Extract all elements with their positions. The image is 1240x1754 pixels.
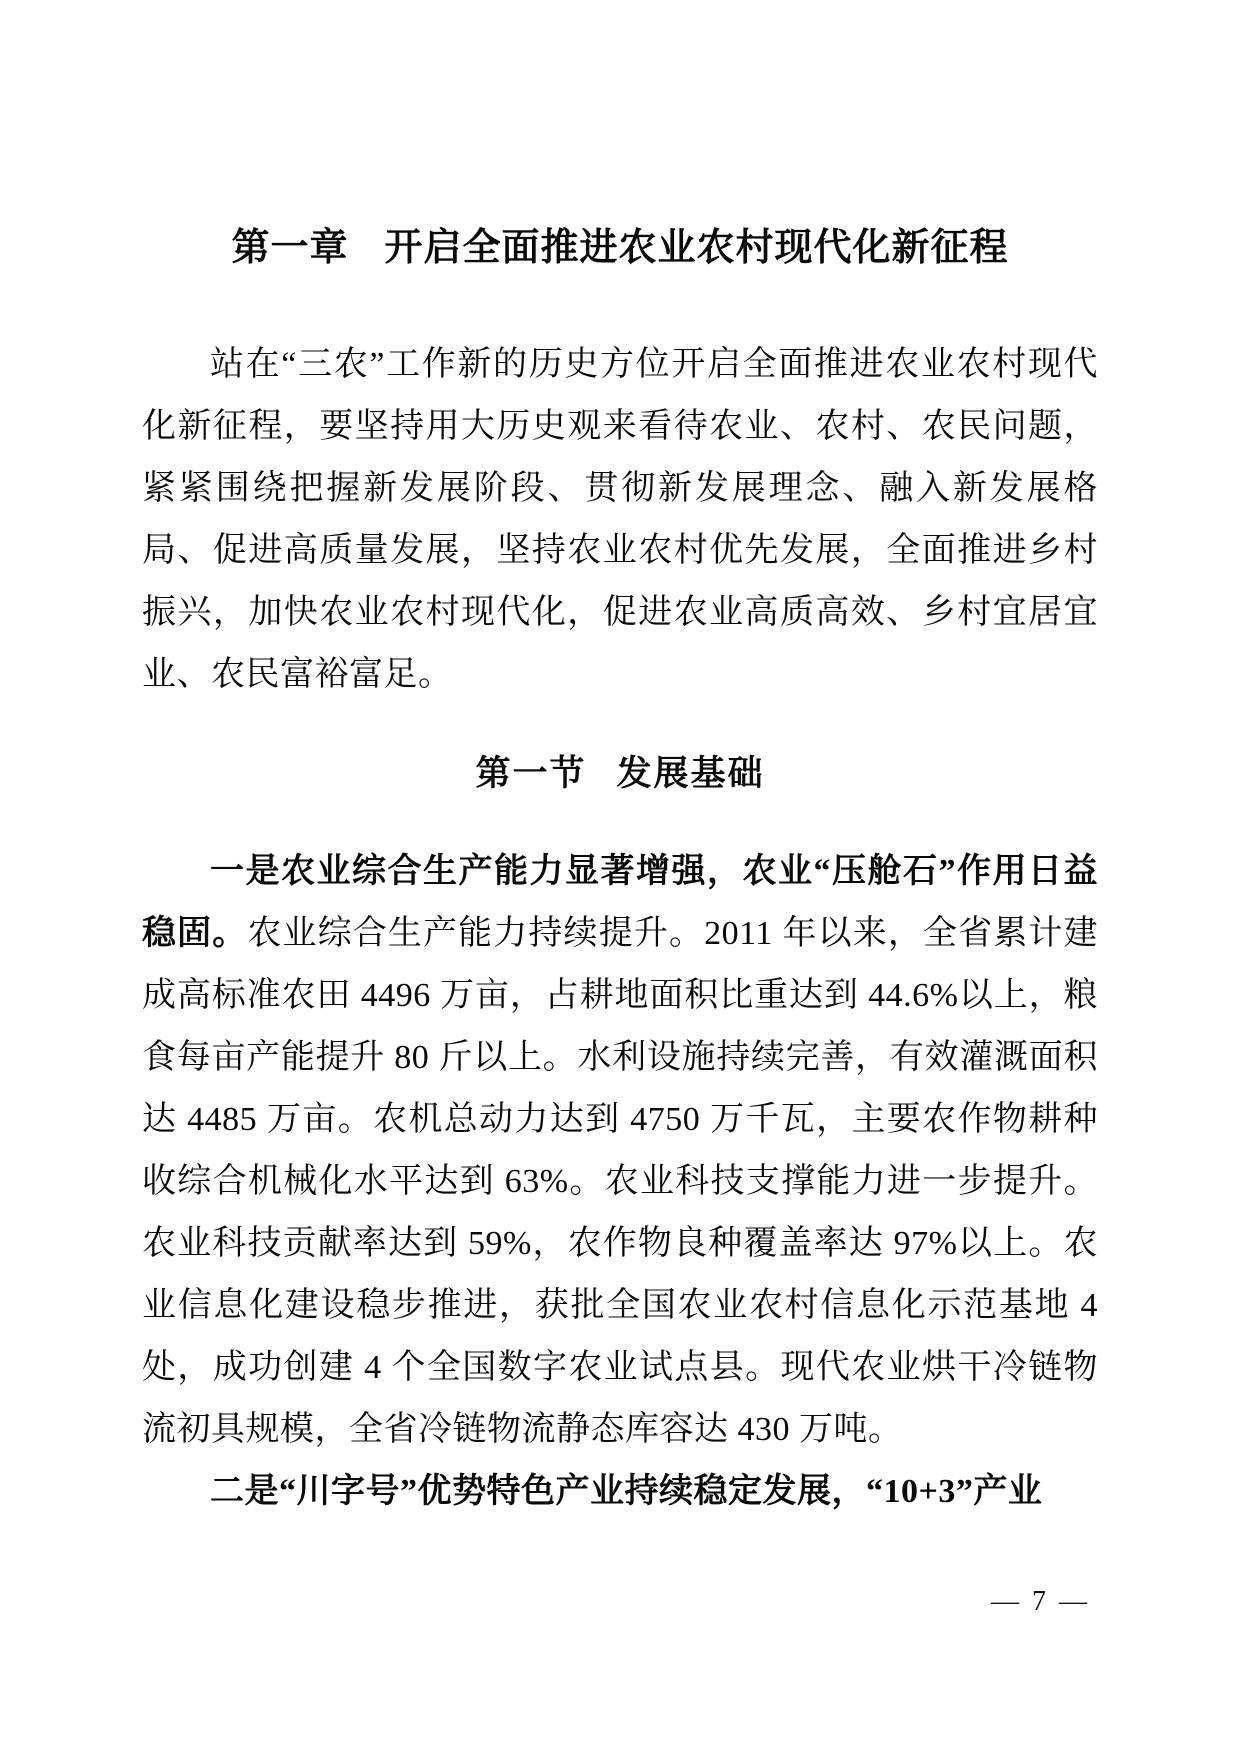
chapter-title-text: 开启全面推进农业农村现代化新征程 bbox=[384, 227, 1009, 269]
page-content bbox=[142, 0, 1098, 1523]
paragraph-intro bbox=[142, 334, 1098, 706]
section-label: 第一节 bbox=[475, 754, 587, 793]
paragraph-point-two bbox=[142, 1461, 1098, 1523]
paragraph-bold-lead: 二是“川字号”优势特色产业持续稳定发展，“10+3”产业 bbox=[210, 1473, 1043, 1510]
paragraph-point-one bbox=[142, 841, 1098, 1461]
section-title bbox=[142, 743, 1098, 805]
paragraph-bold-lead: 一是农业综合生产能力显著增强，农业“压舱石”作用日益稳固。 bbox=[142, 853, 1098, 952]
page-number: — 7 — bbox=[991, 1586, 1090, 1617]
paragraph-text: 站在“三农”工作新的历史方位开启全面推进农业农村现代化新征程，要坚持用大历史观来看待农业、农村、农民问题，紧紧围绕把握新发展阶段、贯彻新发展理念、融入新发展格局、促进高质量发展，坚持农业农村优先发展，全面推进乡村振兴，加快农业农村现代化，促进农业高质高效、乡村宜居宜业、农民富裕富足。 bbox=[142, 346, 1098, 693]
paragraph-text: 农业综合生产能力持续提升。2011 年以来，全省累计建成高标准农田 4496 万亩，占耕地面积比重达到 44.6%以上，粮食每亩产能提升 80 斤以上。水利设施持续完善，有效灌溉面积达 4485 万亩。农机总动力达到 4750 万千瓦，主要农作物耕种收综合机械化水平达到 63%。农业科技支撑能力进一步提升。农业科技贡献率达到 59%，农作物良种覆盖率达 97%以上。农业信息化建设稳步推进，获批全国农业农村信息化示范基地 4 处，成功创建 4 个全国数字农业试点县。现代农业烘干冷链物流初具规模，全省冷链物流静态库容达 430 万吨。 bbox=[142, 915, 1098, 1448]
section-title-text: 发展基础 bbox=[616, 754, 765, 793]
chapter-label: 第一章 bbox=[231, 227, 349, 269]
chapter-title bbox=[142, 224, 1098, 272]
